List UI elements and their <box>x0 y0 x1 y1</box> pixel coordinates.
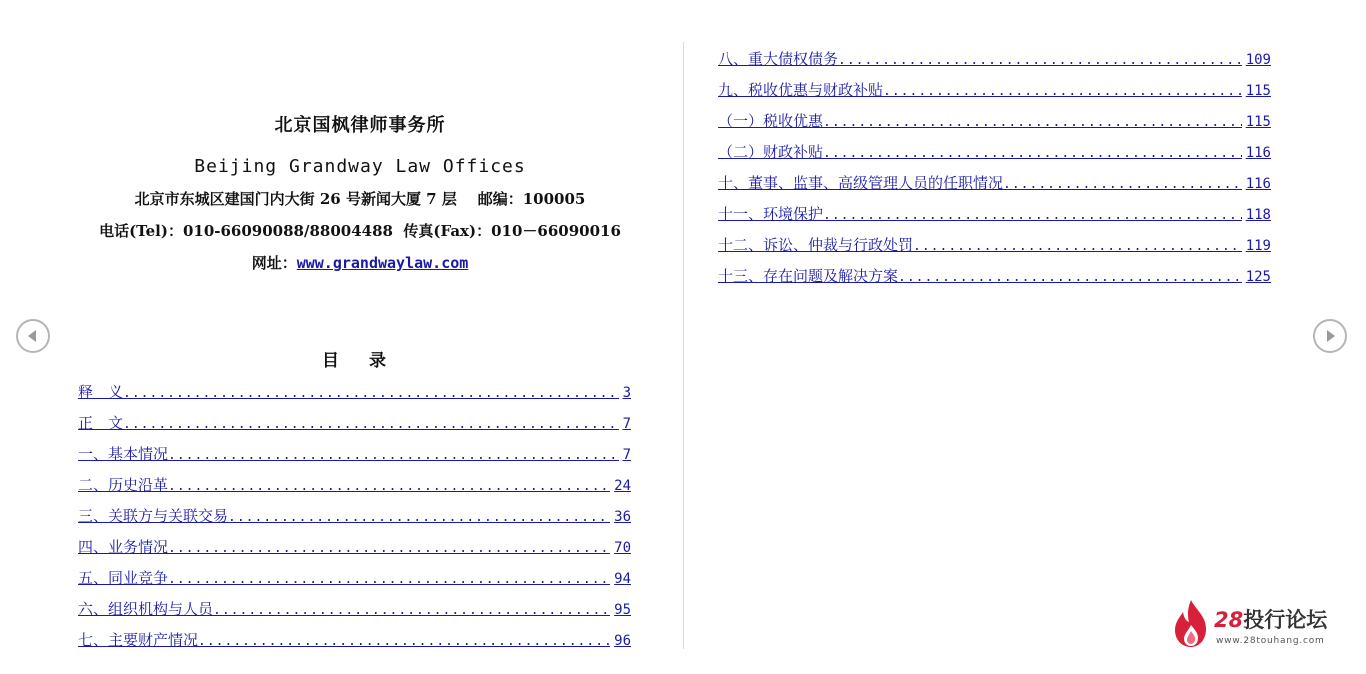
toc-item-page: 70 <box>614 540 631 556</box>
toc-item[interactable] <box>78 566 631 597</box>
toc-leader-dots <box>838 49 1242 73</box>
toc-item-page: 7 <box>622 447 631 463</box>
toc-item[interactable] <box>78 597 631 628</box>
toc-item-page: 96 <box>614 633 631 649</box>
toc-leader-dots <box>168 537 610 561</box>
toc-item[interactable] <box>78 628 631 659</box>
toc-leader-dots <box>213 599 610 623</box>
toc-leader-dots <box>168 444 619 468</box>
toc-leader-dots <box>198 630 610 654</box>
toc-item-label: 九、税收优惠与财政补贴 <box>718 81 884 99</box>
toc-leader-dots <box>1003 173 1242 197</box>
toc-item-label: 八、重大债权债务 <box>718 50 839 68</box>
toc-item[interactable] <box>718 47 1271 78</box>
toc-item-label: 三、关联方与关联交易 <box>78 507 229 525</box>
site-watermark-logo <box>1172 598 1342 650</box>
toc-item-page: 119 <box>1245 238 1271 254</box>
toc-item-label: 十一、环境保护 <box>718 205 824 223</box>
toc-leader-dots <box>228 506 610 530</box>
toc-item-label: （一）税收优惠 <box>718 112 824 130</box>
website-line <box>60 250 660 276</box>
toc-item[interactable] <box>78 504 631 535</box>
toc-item-page: 116 <box>1245 145 1271 161</box>
toc-item-label: 五、同业竞争 <box>78 569 169 587</box>
watermark-url: www.28touhang.com <box>1216 636 1325 646</box>
toc-leader-dots <box>823 111 1242 135</box>
toc-item[interactable] <box>78 442 631 473</box>
toc-item[interactable] <box>78 411 631 442</box>
chevron-right-icon <box>1315 321 1345 351</box>
prev-page-button[interactable] <box>16 319 50 353</box>
toc-item-page: 95 <box>614 602 631 618</box>
toc-item-page: 125 <box>1245 269 1271 285</box>
toc-item[interactable] <box>718 171 1271 202</box>
toc-item-label: （二）财政补贴 <box>718 143 824 161</box>
toc-item-label: 四、业务情况 <box>78 538 169 556</box>
toc-item[interactable] <box>718 202 1271 233</box>
toc-item-page: 7 <box>622 416 631 432</box>
toc-item[interactable] <box>78 473 631 504</box>
toc-item-label: 十、董事、监事、高级管理人员的任职情况 <box>718 174 1004 192</box>
toc-leader-dots <box>883 80 1242 104</box>
firm-name-en: Beijing Grandway Law Offices <box>194 156 526 177</box>
toc-item[interactable] <box>718 233 1271 264</box>
toc-list-left <box>78 380 631 659</box>
page-divider <box>683 42 684 649</box>
watermark-brand-text: 投行论坛 <box>1243 608 1328 632</box>
toc-leader-dots <box>123 382 619 406</box>
firm-name-cn: 北京国枫律师事务所 <box>274 115 446 136</box>
toc-leader-dots <box>898 266 1242 290</box>
toc-item[interactable] <box>78 380 631 411</box>
website-label: 网址： <box>251 254 297 272</box>
toc-item[interactable] <box>718 140 1271 171</box>
toc-list-right <box>718 47 1271 295</box>
document-page-right <box>700 0 1300 674</box>
next-page-button[interactable] <box>1313 319 1347 353</box>
toc-item-page: 36 <box>614 509 631 525</box>
toc-leader-dots <box>913 235 1242 259</box>
watermark-brand <box>1214 604 1327 634</box>
toc-title: 目 录 <box>322 351 398 371</box>
toc-leader-dots <box>123 413 619 437</box>
toc-item-label: 七、主要财产情况 <box>78 631 199 649</box>
toc-item-label: 六、组织机构与人员 <box>78 600 214 618</box>
toc-item-page: 109 <box>1245 52 1271 68</box>
toc-item[interactable] <box>718 264 1271 295</box>
toc-item-page: 115 <box>1245 83 1271 99</box>
document-page-left <box>60 0 660 674</box>
toc-leader-dots <box>168 475 610 499</box>
toc-item-page: 118 <box>1245 207 1271 223</box>
toc-item-label: 一、基本情况 <box>78 445 169 463</box>
website-link[interactable]: www.grandwaylaw.com <box>296 254 469 272</box>
toc-item-label: 释 义 <box>78 383 124 401</box>
toc-item-page: 115 <box>1245 114 1271 130</box>
toc-item-page: 116 <box>1245 176 1271 192</box>
toc-item-label: 十三、存在问题及解决方案 <box>718 267 899 285</box>
toc-item-label: 二、历史沿革 <box>78 476 169 494</box>
toc-leader-dots <box>823 204 1242 228</box>
toc-leader-dots <box>823 142 1242 166</box>
phone-line: 电话(Tel)：010-66090088/88004488 传真(Fax)：010－66090016 <box>99 222 621 240</box>
toc-leader-dots <box>168 568 610 592</box>
firm-header <box>60 112 660 276</box>
toc-item-label: 十二、诉讼、仲裁与行政处罚 <box>718 236 914 254</box>
toc-item-label: 正 文 <box>78 414 124 432</box>
flame-icon <box>1172 598 1210 648</box>
toc-item[interactable] <box>718 78 1271 109</box>
toc-item[interactable] <box>78 535 631 566</box>
chevron-left-icon <box>18 321 48 351</box>
toc-item[interactable] <box>718 109 1271 140</box>
toc-item-page: 24 <box>614 478 631 494</box>
address-line: 北京市东城区建国门内大街 26 号新闻大厦 7 层 邮编：100005 <box>134 190 586 208</box>
toc-item-page: 3 <box>622 385 631 401</box>
toc-item-page: 94 <box>614 571 631 587</box>
watermark-brand-number: 28 <box>1214 608 1244 632</box>
